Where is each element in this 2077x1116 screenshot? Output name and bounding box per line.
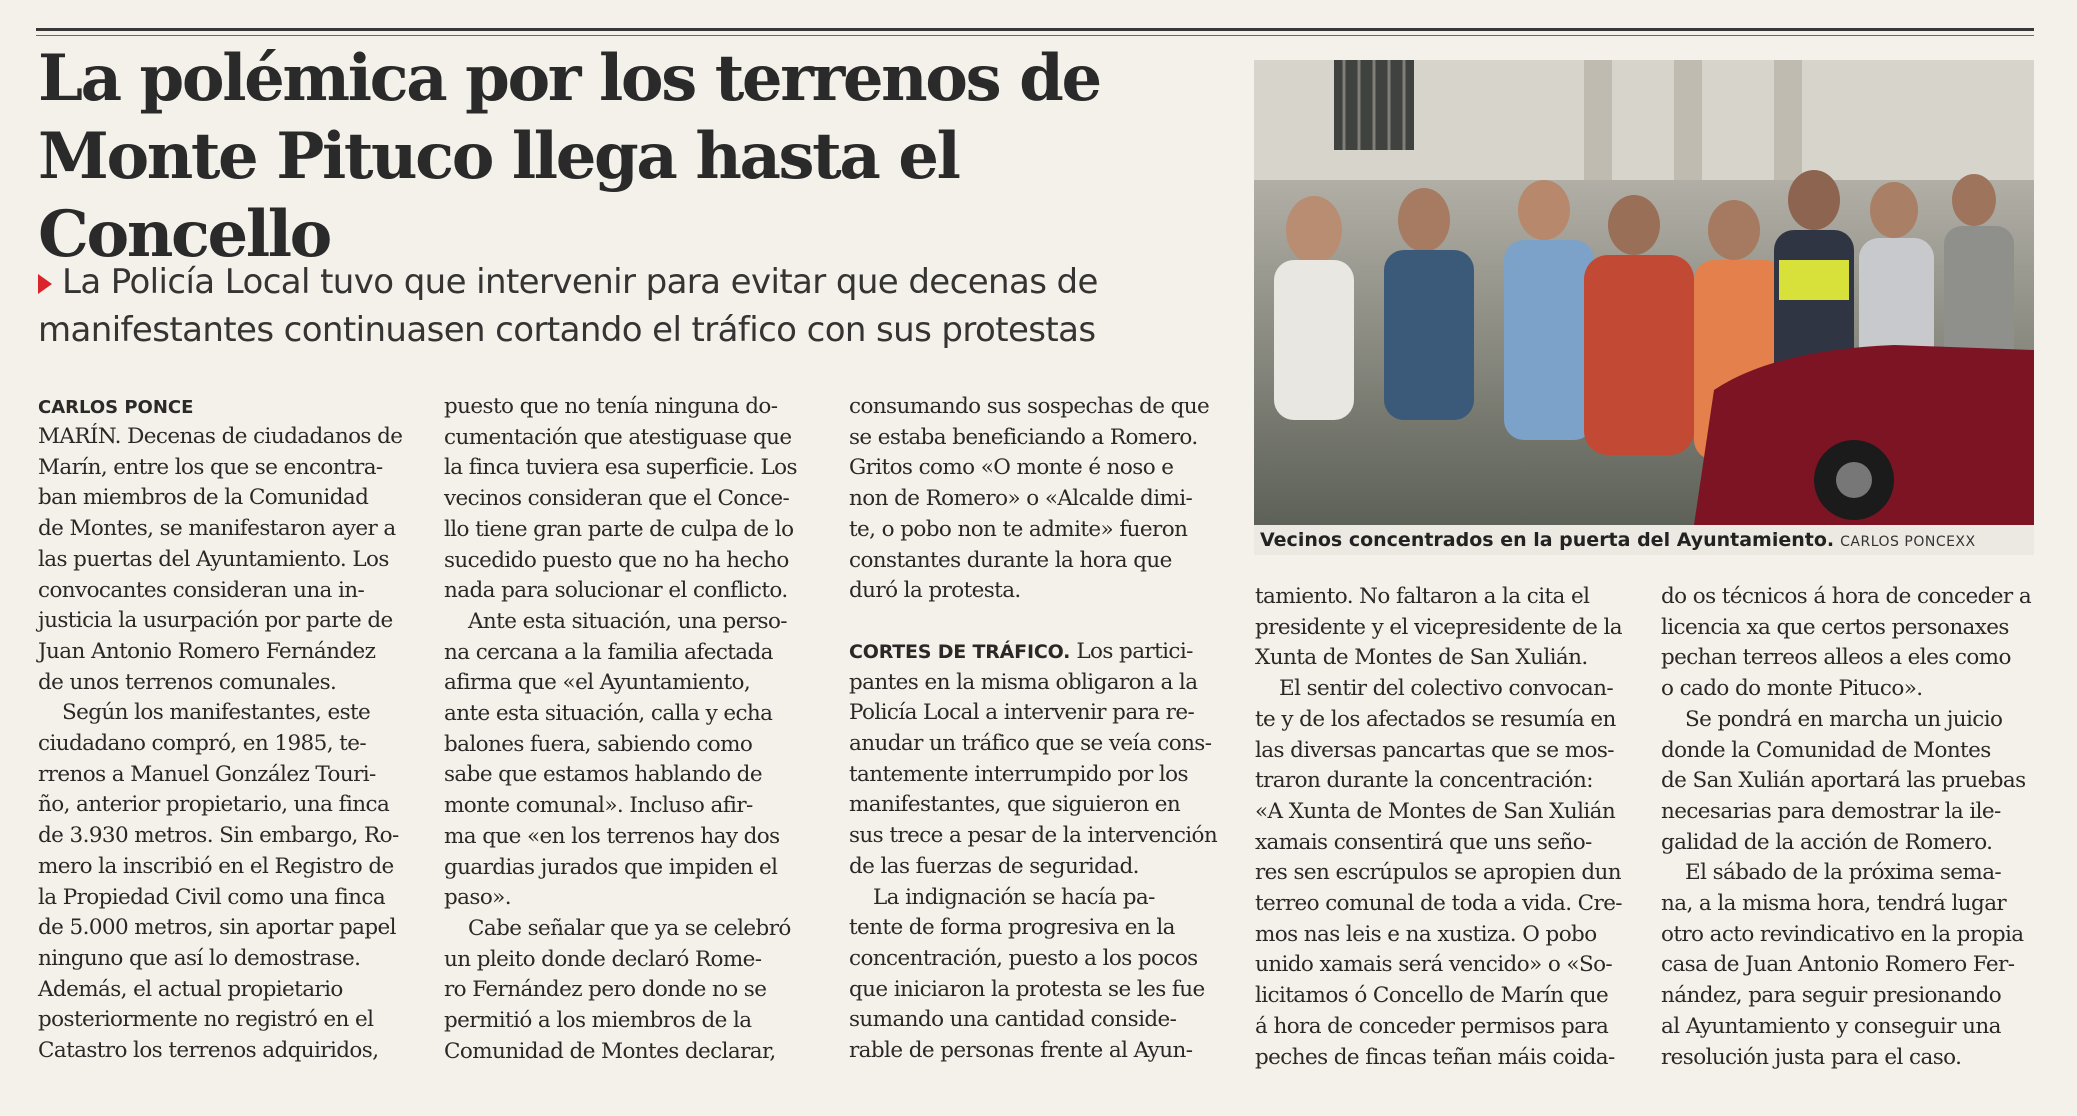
text-line: ro Fernández pero donde no se [444, 977, 767, 1003]
text-line: Se pondrá en marcha un juicio [1685, 706, 2003, 732]
text-line: llo tiene gran parte de culpa de lo [444, 516, 794, 542]
text-line: anudar un tráfico que se veía cons- [849, 731, 1212, 757]
text-line: al Ayuntamiento y conseguir una [1661, 1013, 2001, 1039]
text-line: duró la protesta. [849, 578, 1021, 604]
text-line: necesarias para demostrar la ile- [1661, 798, 2001, 824]
subhead-line: manifestantes continuasen cortando el tráfico con sus protestas [38, 310, 1096, 350]
text-line: Catastro los terrenos adquiridos, [38, 1038, 379, 1064]
text-line: sucedido puesto que no ha hecho [444, 547, 789, 573]
text-line: unido xamais será vencido» o «So- [1255, 952, 1613, 978]
text-line: posteriormente no registró en el [38, 1007, 374, 1033]
text-line: otro acto revindicativo en la propia [1661, 921, 2024, 947]
text-line: La indignación se hacía pa- [873, 884, 1155, 910]
text-line: manifestantes, que siguieron en [849, 792, 1181, 818]
text-line: casa de Juan Antonio Romero Fer- [1661, 952, 2015, 978]
article-column-4 [1255, 582, 1627, 1073]
text-line: xamais consentirá que uns seño- [1255, 829, 1592, 855]
text-line: convocantes consideran una in- [38, 577, 365, 603]
text-line: na cercana a la familia afectada [444, 639, 773, 665]
text-line: monte comunal». Incluso afir- [444, 793, 753, 819]
text-line: Ante esta situación, una perso- [468, 608, 787, 634]
text-line: nada para solucionar el conflicto. [444, 578, 788, 604]
text-line: Según los manifestantes, este [62, 700, 371, 726]
headline [38, 40, 1248, 274]
text-line: guardias jurados que impiden el [444, 854, 778, 880]
headline-line: La polémica por los terrenos de [38, 41, 1100, 116]
top-rule-thin [36, 35, 2034, 36]
headline-line: Monte Pituco llega hasta el Concello [38, 119, 959, 272]
text-line: ninguno que así lo demostrase. [38, 945, 361, 971]
text-line: El sábado de la próxima sema- [1685, 860, 2002, 886]
article-column-3 [849, 392, 1221, 1067]
text-line: Marín, entre los que se encontra- [38, 454, 383, 480]
text-line: MARÍN. Decenas de ciudadanos de [38, 424, 403, 449]
text-line: nández, para seguir presionando [1661, 983, 2002, 1009]
text-line: rrenos a Manuel González Touri- [38, 761, 376, 787]
article-column-1 [38, 422, 406, 1067]
text-line: de unos terrenos comunales. [38, 669, 337, 695]
text-line: puesto que no tenía ninguna do- [444, 394, 778, 419]
byline: CARLOS PONCE [38, 397, 194, 418]
section-lead: Los partici- [1076, 638, 1193, 664]
news-photo [1254, 60, 2034, 525]
text-line: Gritos como «O monte é noso e [849, 455, 1174, 481]
text-line: consumando sus sospechas de que [849, 394, 1210, 419]
text-line: pantes en la misma obligaron a la [849, 669, 1198, 695]
text-line: terreo comunal de toda a vida. Cre- [1255, 891, 1622, 917]
photo-caption [1254, 525, 2034, 555]
text-line: do os técnicos á hora de conceder a [1661, 584, 2032, 609]
caption-text: Vecinos concentrados en la puerta del Ayuntamiento. [1260, 529, 1835, 551]
text-line: rable de personas frente al Ayun- [849, 1038, 1193, 1064]
text-line: de 5.000 metros, sin aportar papel [38, 915, 396, 941]
text-line: se estaba beneficiando a Romero. [849, 424, 1198, 450]
text-line: mero la inscribió en el Registro de [38, 853, 394, 879]
text-line: paso». [444, 885, 511, 911]
text-line: de las fuerzas de seguridad. [849, 853, 1139, 879]
text-line: El sentir del colectivo convocan- [1279, 676, 1613, 702]
text-line: galidad de la acción de Romero. [1661, 829, 1993, 855]
text-line: la Propiedad Civil como una finca [38, 884, 386, 910]
text-line: donde la Comunidad de Montes [1661, 737, 1991, 763]
text-line: permitió a los miembros de la [444, 1008, 752, 1034]
text-line: tamiento. No faltaron a la cita el [1255, 584, 1590, 609]
text-line: Cabe señalar que ya se celebró [468, 915, 791, 941]
text-line [849, 637, 1221, 668]
text-line: balones fuera, sabiendo como [444, 731, 753, 757]
red-triangle-icon [38, 274, 52, 294]
section-heading: CORTES DE TRÁFICO. [849, 640, 1071, 663]
text-line: cumentación que atestiguase que [444, 424, 792, 450]
text-line: tantemente interrumpido por los [849, 761, 1188, 787]
text-line: «A Xunta de Montes de San Xulián [1255, 798, 1616, 824]
text-line: Policía Local a intervenir para re- [849, 700, 1195, 726]
text-line: ma que «en los terrenos hay dos [444, 823, 780, 849]
text-line: sus trece a pesar de la intervención [849, 823, 1218, 849]
spacer [849, 607, 1221, 637]
text-line: licencia xa que certos personaxes [1661, 614, 2009, 640]
text-line: las diversas pancartas que se mos- [1255, 737, 1614, 763]
text-line: de 3.930 metros. Sin embargo, Ro- [38, 823, 399, 849]
subhead-line: La Policía Local tuvo que intervenir para evitar que decenas de [62, 262, 1098, 302]
subheadline [38, 258, 1238, 354]
text-line: te, o pobo non te admite» fueron [849, 516, 1188, 542]
text-line: un pleito donde declaró Rome- [444, 946, 762, 972]
text-line: ño, anterior propietario, una finca [38, 792, 390, 818]
text-line: constantes durante la hora que [849, 547, 1172, 573]
text-line: o cado do monte Pituco». [1661, 676, 1923, 702]
photo-illustration [1254, 60, 2034, 525]
text-line: peches de fincas teñan máis coida- [1255, 1044, 1615, 1070]
text-line: vecinos consideran que el Conce- [444, 486, 790, 512]
text-line: justicia la usurpación por parte de [38, 608, 393, 634]
text-line: la finca tuviera esa superficie. Los [444, 455, 797, 481]
text-line: concentración, puesto a los pocos [849, 945, 1198, 971]
text-line: na, a la misma hora, tendrá lugar [1661, 891, 2007, 917]
text-line: te y de los afectados se resumía en [1255, 706, 1616, 732]
article-column-2 [444, 392, 816, 1067]
text-line: ante esta situación, calla y echa [444, 701, 773, 727]
text-line: Juan Antonio Romero Fernández [38, 638, 376, 664]
text-line: presidente y el vicepresidente de la [1255, 614, 1623, 640]
text-line: sumando una cantidad conside- [849, 1007, 1177, 1033]
text-line: ban miembros de la Comunidad [38, 485, 369, 511]
text-line: resolución justa para el caso. [1661, 1044, 1962, 1070]
text-line: las puertas del Ayuntamiento. Los [38, 546, 389, 572]
article-column-5 [1661, 582, 2033, 1073]
text-line: pechan terreos alleos a eles como [1661, 645, 2011, 671]
text-line: traron durante la concentración: [1255, 768, 1593, 794]
text-line: ciudadano compró, en 1985, te- [38, 731, 366, 757]
text-line: mos nas leis e na xustiza. O pobo [1255, 921, 1597, 947]
text-line: que iniciaron la protesta se les fue [849, 976, 1205, 1002]
text-line: de San Xulián aportará las pruebas [1661, 768, 2026, 794]
text-line: licitamos ó Concello de Marín que [1255, 983, 1609, 1009]
top-rule [36, 28, 2034, 31]
text-line: Además, el actual propietario [38, 976, 343, 1002]
photo-credit: CARLOS PONCEXX [1840, 534, 1976, 550]
text-line: Xunta de Montes de San Xulián. [1255, 645, 1588, 671]
text-line: á hora de conceder permisos para [1255, 1013, 1609, 1039]
text-line: de Montes, se manifestaron ayer a [38, 516, 396, 542]
text-line: sabe que estamos hablando de [444, 762, 762, 788]
text-line: Comunidad de Montes declarar, [444, 1038, 776, 1064]
text-line: non de Romero» o «Alcalde dimi- [849, 486, 1193, 512]
text-line: tente de forma progresiva en la [849, 915, 1175, 941]
text-line: res sen escrúpulos se apropien dun [1255, 860, 1622, 886]
text-line: afirma que «el Ayuntamiento, [444, 670, 751, 696]
